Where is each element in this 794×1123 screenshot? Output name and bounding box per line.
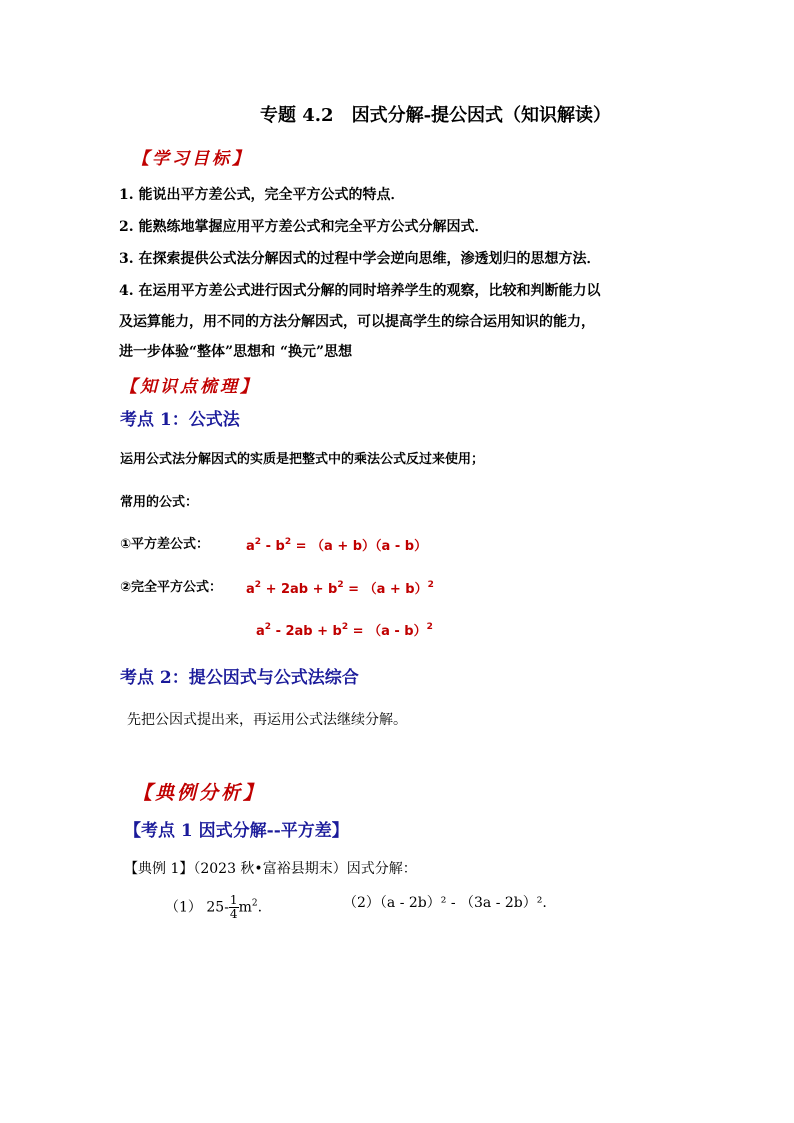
formula1-label: ①平方差公式： — [120, 537, 210, 552]
formula-perfect-square-minus: $a^2 - 2ab + b^2 = (a - b)^2$ — [256, 622, 433, 639]
section-learning-goals: 【学习目标】 — [132, 149, 252, 169]
common-formulas-label: 常用的公式： — [120, 495, 199, 510]
goal-item: 进一步体验“整体”思想和 “换元”思想 — [119, 344, 353, 360]
page-title: 专题 4.2 因式分解-提公因式（知识解读） — [260, 105, 612, 126]
goal-item: 1. 能说出平方差公式，完全平方公式的特点． — [119, 187, 405, 203]
kp1-text: 运用公式法分解因式的实质是把整式中的乘法公式反过来使用； — [120, 452, 485, 467]
kp2-text: 先把公因式提出来，再运用公式法继续分解。 — [127, 712, 407, 728]
example-intro: 【典例 1】（2023 秋•富裕县期末）因式分解： — [124, 861, 417, 877]
section-knowledge: 【知识点梳理】 — [120, 377, 260, 397]
goal-item: 4. 在运用平方差公式进行因式分解的同时培养学生的观察，比较和判断能力以 — [119, 283, 601, 299]
goal-item: 3. 在探索提供公式法分解因式的过程中学会逆向思维，渗透划归的思想方法． — [119, 251, 601, 267]
problem-1: （1） 25- $\frac{1}{4}$ $m^2$. — [165, 893, 263, 922]
problem-2: （2）（a - 2b）² - （3a - 2b）². — [343, 895, 547, 911]
goal-item: 及运算能力，用不同的方法分解因式，可以提高学生的综合运用知识的能力， — [119, 314, 595, 330]
formula2-label: ②完全平方公式： — [120, 580, 223, 595]
kp1-heading: 考点 1：公式法 — [120, 410, 240, 430]
formula-difference-of-squares: $a^2 - b^2 = (a + b)(a - b)$ — [246, 537, 428, 554]
goal-item: 2. 能熟练地掌握应用平方差公式和完全平方公式分解因式． — [119, 219, 489, 235]
formula-perfect-square-plus: $a^2 + 2ab + b^2 = (a + b)^2$ — [246, 580, 434, 597]
kp2-heading: 考点 2：提公因式与公式法综合 — [120, 668, 359, 688]
section-examples: 【典例分析】 — [133, 782, 266, 804]
example-topic-heading: 【考点 1 因式分解--平方差】 — [124, 821, 349, 841]
